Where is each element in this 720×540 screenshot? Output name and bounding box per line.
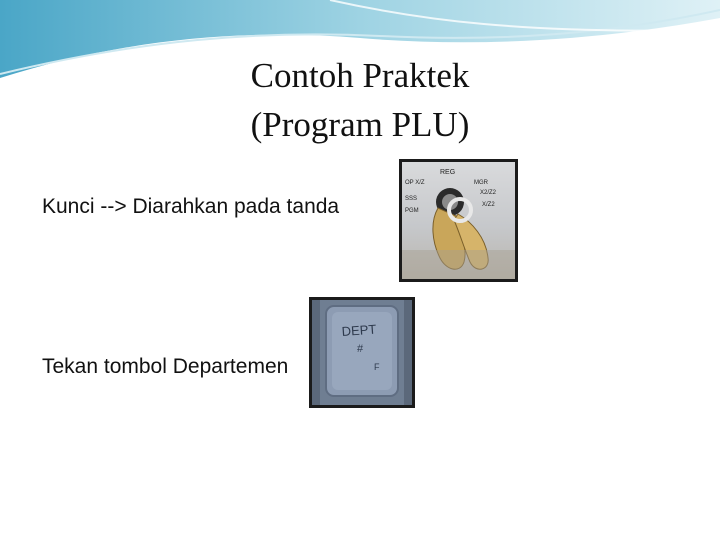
dept-key-photo — [309, 297, 415, 408]
bullet-dept-button-instruction: Tekan tombol Departemen — [42, 355, 289, 378]
dial-label-mgr: MGR — [474, 180, 488, 186]
dial-label-x2z2: X2/Z2 — [480, 190, 497, 196]
key-switch-photo — [399, 159, 518, 282]
dept-key-hash: # — [357, 343, 364, 355]
dial-label-pgm: PGM — [405, 208, 419, 214]
dial-label-op: OP X/Z — [405, 180, 425, 186]
slide-title-line-2: (Program PLU) — [250, 105, 470, 144]
dial-label-sss: SSS — [405, 196, 418, 202]
dial-label-reg: REG — [440, 169, 456, 176]
key-switch-illustration — [402, 162, 515, 279]
dial-label-xz2: X/Z2 — [482, 202, 495, 208]
dept-key-label: DEPT — [341, 321, 377, 339]
dept-key-illustration — [312, 300, 412, 405]
slide-title-line-1: Contoh Praktek — [250, 56, 470, 95]
dept-key-corner: F — [374, 362, 380, 372]
bullet-key-instruction: Kunci --> Diarahkan pada tanda — [42, 195, 340, 218]
